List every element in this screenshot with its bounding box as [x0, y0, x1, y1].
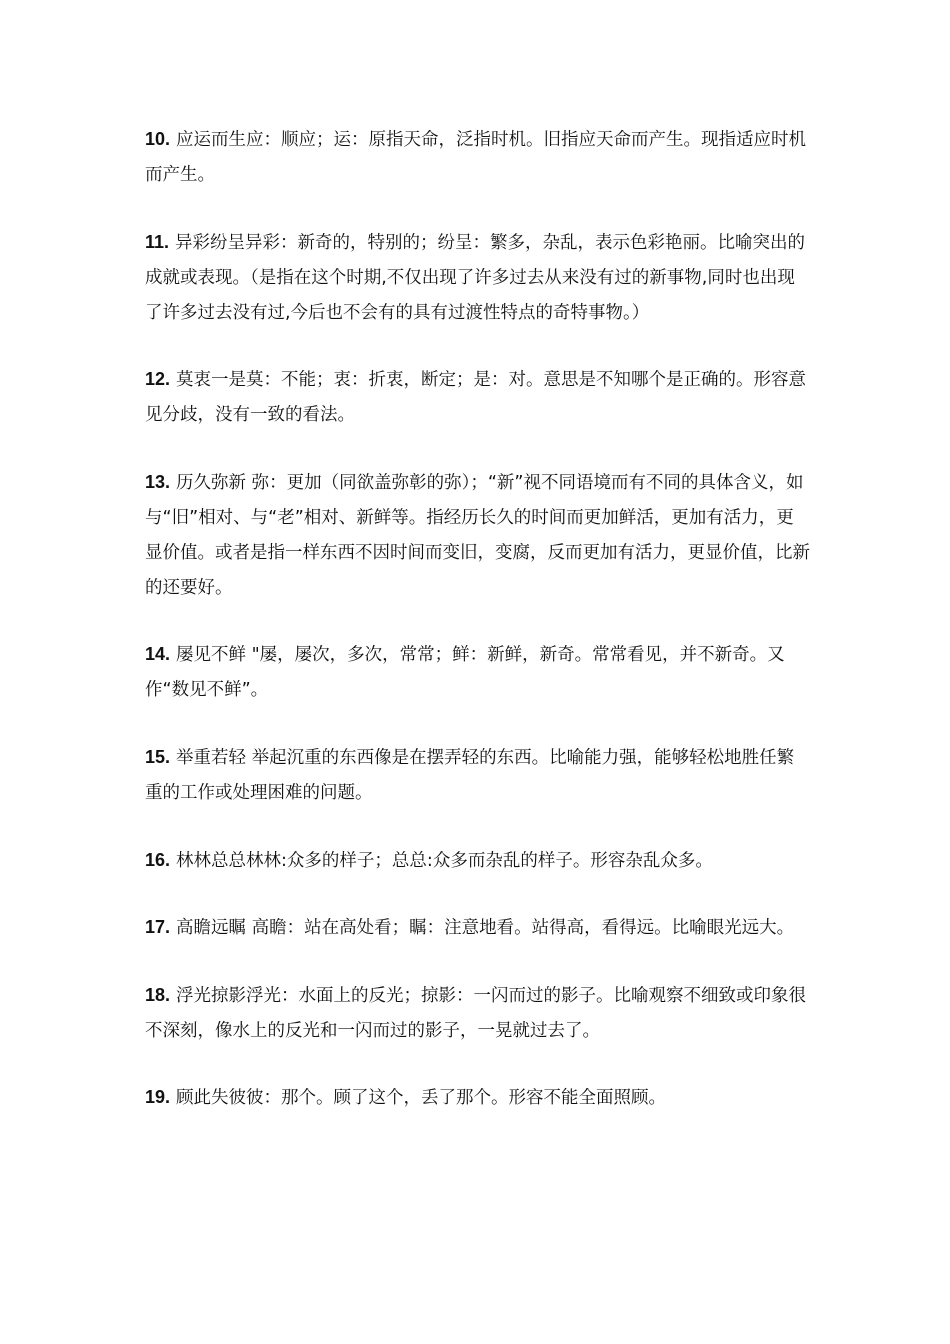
entry-number: 17.	[145, 917, 171, 937]
entry-18	[145, 978, 810, 1049]
entry-10	[145, 122, 810, 193]
entry-text: 高瞻远瞩 高瞻：站在高处看；瞩：注意地看。站得高，看得远。比喻眼光远大。	[176, 918, 795, 938]
entry-17	[145, 910, 810, 946]
entry-text: 浮光掠影浮光：水面上的反光；掠影：一闪而过的影子。比喻观察不细致或印象很不深刻，像水上的反光和一闪而过的影子，一晃就过去了。	[145, 986, 807, 1041]
entry-12	[145, 362, 810, 433]
entry-15	[145, 740, 810, 811]
entry-text: 顾此失彼彼：那个。顾了这个，丢了那个。形容不能全面照顾。	[176, 1088, 667, 1108]
entry-text: 举重若轻 举起沉重的东西像是在摆弄轻的东西。比喻能力强，能够轻松地胜任繁重的工作或处理困难的问题。	[145, 748, 795, 803]
entry-number: 10.	[145, 129, 171, 149]
entry-number: 16.	[145, 850, 171, 870]
entry-number: 12.	[145, 369, 171, 389]
entry-text: 异彩纷呈异彩：新奇的，特别的；纷呈：繁多，杂乱，表示色彩艳丽。比喻突出的成就或表现。（是指在这个时期,不仅出现了许多过去从来没有过的新事物,同时也出现了许多过去没有过,今后也不会有的具有过渡性特点的奇特事物。）	[145, 233, 806, 323]
entry-number: 18.	[145, 985, 171, 1005]
entry-13	[145, 465, 810, 606]
entry-text: 莫衷一是莫：不能；衷：折衷，断定；是：对。意思是不知哪个是正确的。形容意见分歧，没有一致的看法。	[145, 370, 807, 425]
entry-number: 13.	[145, 472, 171, 492]
entry-16	[145, 843, 810, 879]
entry-number: 14.	[145, 644, 171, 664]
entry-11	[145, 225, 810, 331]
entry-text: 应运而生应：顺应；运：原指天命，泛指时机。旧指应天命而产生。现指适应时机而产生。	[145, 130, 807, 185]
entry-text: 屡见不鲜 "屡，屡次，多次，常常；鲜：新鲜，新奇。常常看见，并不新奇。又作“数见不鲜”。	[145, 645, 785, 700]
document-page	[145, 122, 810, 1116]
entry-text: 历久弥新 弥：更加（同欲盖弥彰的弥）；“新”视不同语境而有不同的具体含义，如与“旧”相对、与“老”相对、新鲜等。指经历长久的时间而更加鲜活，更加有活力，更显价值。或者是指一样东西不因时间而变旧，变腐，反而更加有活力，更显价值，比新的还要好。	[145, 473, 810, 598]
entry-19	[145, 1080, 810, 1116]
entry-number: 19.	[145, 1087, 171, 1107]
entry-14	[145, 637, 810, 708]
entry-number: 11.	[145, 232, 170, 252]
entry-text: 林林总总林林:众多的样子；总总:众多而杂乱的样子。形容杂乱众多。	[176, 851, 713, 871]
entry-number: 15.	[145, 747, 171, 767]
